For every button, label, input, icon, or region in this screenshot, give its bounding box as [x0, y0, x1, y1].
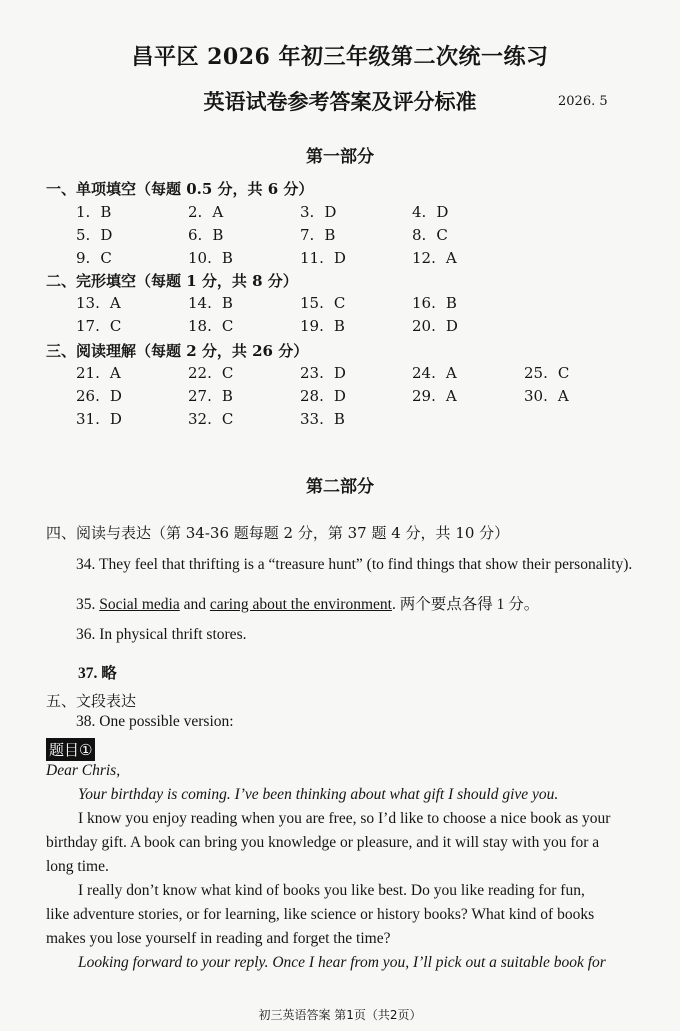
answer-letter: A [109, 294, 121, 312]
section2-heading: 二、完形填空（每题 1 分，共 8 分） [46, 272, 298, 290]
answer-35-num: 35. [76, 596, 96, 613]
answer-item [412, 294, 457, 312]
answer-item [188, 226, 223, 244]
answer-letter: D [436, 203, 449, 221]
section5-heading: 五、文段表达 [46, 692, 137, 710]
letter-p3-l3: makes you lose yourself in reading and forget the time? [46, 930, 391, 947]
answer-35-note: . 两个要点各得 1 分。 [391, 596, 540, 613]
answer-letter: B [100, 203, 112, 221]
letter-p3-l1: I really don’t know what kind of books you like best. Do you like reading for fun, [78, 882, 585, 899]
answer-letter: C [436, 226, 448, 244]
answer-letter: A [557, 387, 569, 405]
answer-number: 20. [412, 317, 436, 335]
answer-number: 13. [76, 294, 100, 312]
section1-heading: 一、单项填空（每题 0.5 分，共 6 分） [46, 180, 314, 198]
answer-35-point-b: caring about the environment [209, 596, 392, 613]
answer-letter: A [445, 387, 457, 405]
answer-letter: C [221, 317, 234, 335]
answer-number: 6. [188, 226, 203, 244]
answer-number: 18. [188, 317, 212, 335]
answer-item [188, 317, 233, 335]
answer-number: 22. [188, 364, 212, 382]
answer-letter: C [557, 364, 570, 382]
answer-number: 21. [76, 364, 100, 382]
answer-number: 23. [300, 364, 324, 382]
part2-title: 第二部分 [306, 477, 374, 497]
answer-item [76, 249, 112, 267]
answer-number: 3. [300, 203, 315, 221]
answer-number: 16. [412, 294, 436, 312]
page-footer: 初三英语答案 第1页（共2页） [258, 1008, 422, 1022]
answer-item [412, 387, 457, 405]
answer-item [188, 387, 233, 405]
answer-number: 17. [76, 317, 100, 335]
answer-letter: C [221, 364, 234, 382]
answer-item [300, 317, 345, 335]
letter-p3-l2: like adventure stories, or for learning, like science or history books? What kind of books [46, 906, 595, 923]
answer-item [300, 203, 336, 221]
answer-number: 14. [188, 294, 212, 312]
letter-p2-l2: birthday gift. A book can bring you knowledge or pleasure, and it will stay with you for a [46, 834, 600, 851]
answer-34: 34. They feel that thrifting is a “treasure hunt” (to find things that show their personality). [76, 556, 633, 573]
exam-title: 昌平区 2026 年初三年级第二次统一练习 [131, 44, 549, 70]
answer-35-point-a: Social media [99, 596, 180, 613]
part1-title: 第一部分 [306, 147, 374, 167]
answer-item [76, 317, 121, 335]
answer-letter: A [109, 364, 121, 382]
answer-38-intro: 38. One possible version: [76, 713, 234, 730]
answer-letter: A [445, 249, 457, 267]
answer-item [300, 387, 346, 405]
answer-item [412, 317, 458, 335]
answer-letter: A [212, 203, 224, 221]
answer-item [412, 203, 448, 221]
answer-letter: C [333, 294, 346, 312]
answer-item [300, 226, 335, 244]
answer-letter: D [333, 387, 346, 405]
answer-letter: B [324, 226, 336, 244]
answer-35 [76, 592, 539, 614]
answer-number: 28. [300, 387, 324, 405]
answer-item [76, 410, 122, 428]
answer-item [76, 294, 121, 312]
answer-item [300, 249, 346, 267]
answer-letter: A [445, 364, 457, 382]
answer-number: 33. [300, 410, 324, 428]
answer-35-and: and [183, 596, 207, 613]
answer-letter: C [100, 249, 112, 267]
letter-line-1: Your birthday is coming. I’ve been thinking about what gift I should give you. [78, 786, 559, 803]
letter-p2-l3: long time. [46, 858, 109, 875]
answer-number: 27. [188, 387, 212, 405]
answer-number: 9. [76, 249, 91, 267]
answer-item [76, 364, 121, 382]
answer-number: 19. [300, 317, 324, 335]
answer-number: 8. [412, 226, 427, 244]
letter-greeting: Dear Chris, [46, 762, 121, 779]
answer-number: 30. [524, 387, 548, 405]
answer-number: 31. [76, 410, 100, 428]
answer-letter: B [221, 249, 233, 267]
answer-item [76, 387, 122, 405]
answer-number: 2. [188, 203, 203, 221]
letter-p2-l1: I know you enjoy reading when you are free, so I’d like to choose a nice book as your [78, 810, 611, 827]
section4-heading: 四、阅读与表达（第 34-36 题每题 2 分，第 37 题 4 分，共 10 分） [46, 524, 510, 542]
answer-number: 10. [188, 249, 212, 267]
answer-number: 5. [76, 226, 91, 244]
answer-item [300, 294, 345, 312]
answer-number: 25. [524, 364, 548, 382]
answer-item [300, 410, 345, 428]
answer-number: 26. [76, 387, 100, 405]
answer-number: 4. [412, 203, 427, 221]
answer-letter: D [445, 317, 458, 335]
answer-letter: B [221, 387, 233, 405]
answer-letter: D [109, 387, 122, 405]
exam-date: 2026. 5 [558, 94, 608, 109]
answer-letter: D [333, 364, 346, 382]
answer-letter: B [333, 317, 345, 335]
answer-number: 11. [300, 249, 324, 267]
answer-item [188, 294, 233, 312]
answer-item [412, 226, 448, 244]
answer-item [412, 364, 457, 382]
letter-p4-l1: Looking forward to your reply. Once I hear from you, I’ll pick out a suitable book for [78, 954, 606, 971]
topic-tag: 题目① [46, 738, 95, 761]
answer-number: 7. [300, 226, 315, 244]
answer-letter: D [333, 249, 346, 267]
answer-letter: D [324, 203, 337, 221]
answer-item [188, 364, 233, 382]
answer-item [188, 410, 233, 428]
answer-item [524, 364, 569, 382]
section3-heading: 三、阅读理解（每题 2 分，共 26 分） [46, 342, 309, 360]
answer-number: 12. [412, 249, 436, 267]
answer-item [76, 203, 111, 221]
answer-item [412, 249, 457, 267]
answer-letter: B [212, 226, 224, 244]
answer-36: 36. In physical thrift stores. [76, 626, 247, 643]
answer-number: 24. [412, 364, 436, 382]
answer-letter: D [100, 226, 113, 244]
answer-number: 29. [412, 387, 436, 405]
answer-number: 15. [300, 294, 324, 312]
answer-letter: B [445, 294, 457, 312]
exam-subtitle: 英语试卷参考答案及评分标准 [203, 89, 477, 114]
answer-number: 32. [188, 410, 212, 428]
answer-letter: C [109, 317, 122, 335]
answer-letter: C [221, 410, 234, 428]
answer-item [76, 226, 112, 244]
answer-item [188, 249, 233, 267]
answer-letter: D [109, 410, 122, 428]
answer-item [188, 203, 223, 221]
answer-letter: B [221, 294, 233, 312]
answer-item [524, 387, 569, 405]
answer-number: 1. [76, 203, 91, 221]
answer-item [300, 364, 346, 382]
answer-37: 37. 略 [78, 665, 117, 682]
answer-letter: B [333, 410, 345, 428]
